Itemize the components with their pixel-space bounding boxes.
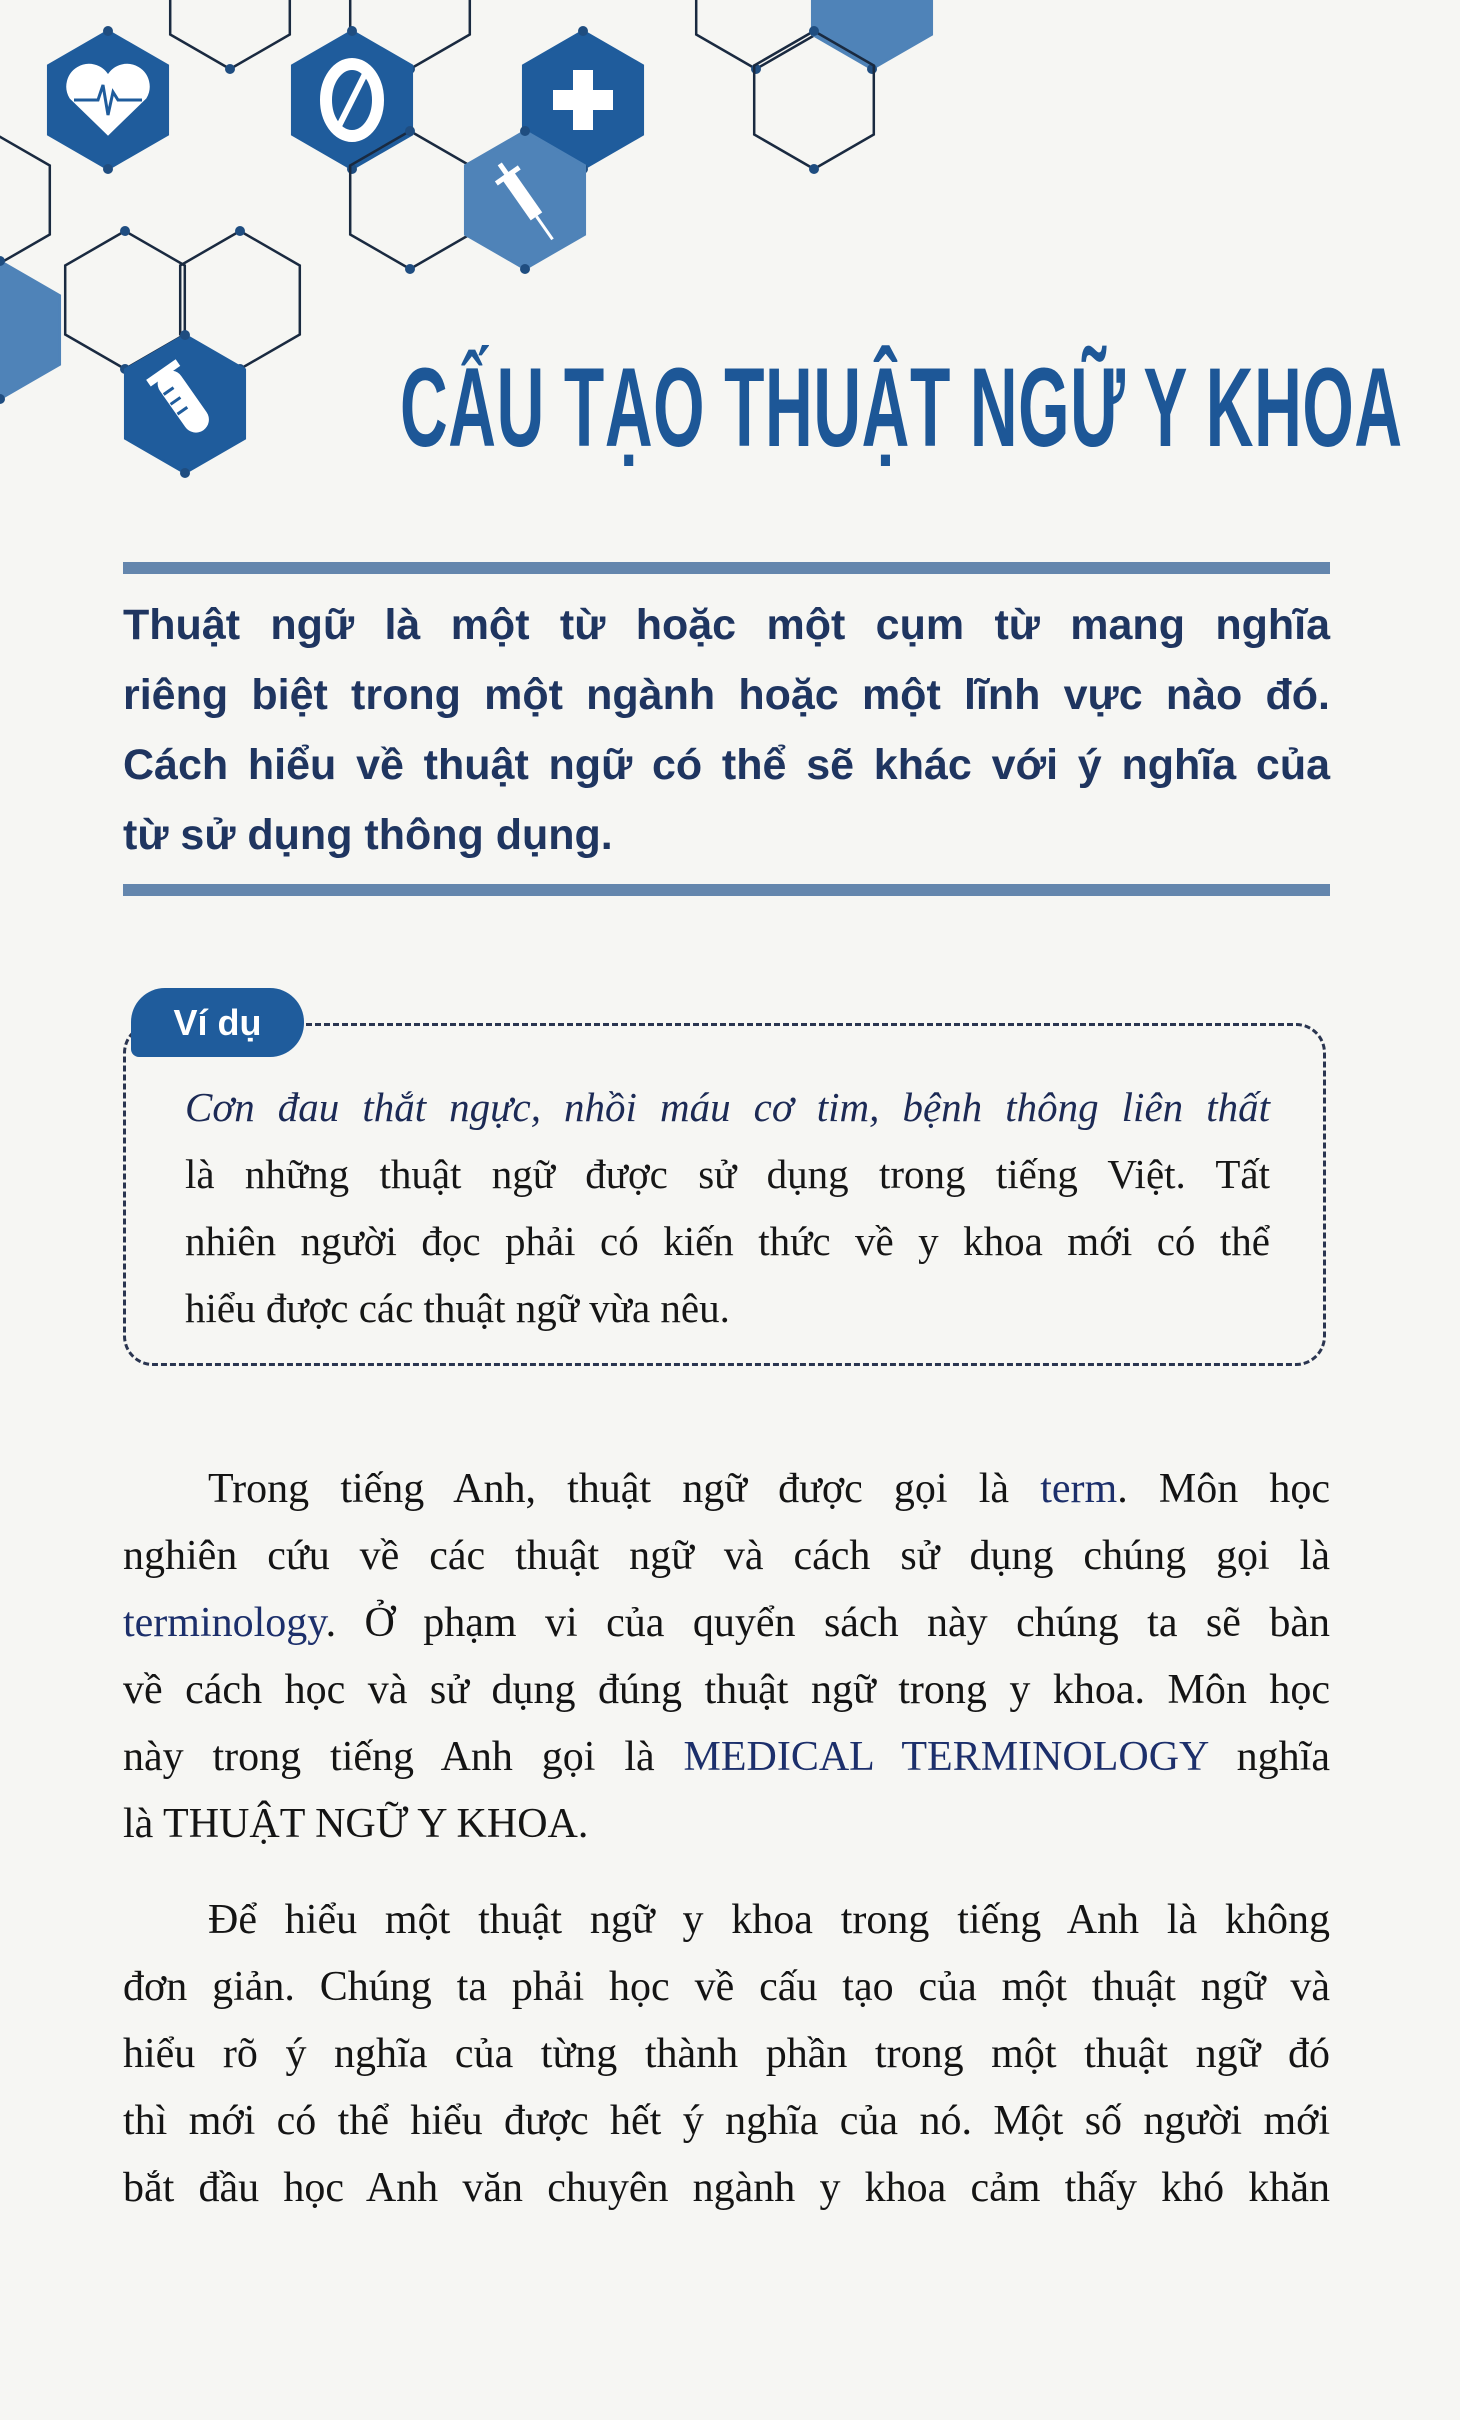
- example-line: hiểu được các thuật ngữ vừa nêu.: [185, 1285, 730, 1331]
- intro-line: từ sử dụng thông dụng.: [123, 811, 613, 859]
- example-line: là những thuật ngữ được sử dụng trong tiếng Việt. Tất: [185, 1151, 1270, 1197]
- hexagon-node-dot: [225, 64, 235, 74]
- top-rule: [123, 562, 1330, 574]
- medical-terminology-highlight: MEDICAL TERMINOLOGY: [683, 1734, 1208, 1780]
- hexagon-node-dot: [405, 264, 415, 274]
- terminology-highlight: terminology: [123, 1600, 326, 1646]
- hexagon-node-dot: [809, 26, 819, 36]
- hexagon-node-dot: [520, 126, 530, 136]
- hexagon-node-dot: [235, 226, 245, 236]
- text: Trong tiếng Anh, thuật ngữ được gọi là: [208, 1466, 1041, 1512]
- para-line: [123, 1456, 1330, 1523]
- example-italic-line: Cơn đau thắt ngực, nhồi máu cơ tim, bệnh thông liên thất: [185, 1084, 1270, 1130]
- hexagon-node-dot: [578, 26, 588, 36]
- hexagon-node-dot: [180, 468, 190, 478]
- hexagon-shape: [0, 261, 60, 399]
- text: . Ở phạm vi của quyển sách này chúng ta sẽ bàn: [325, 1600, 1330, 1646]
- term-highlight: term: [1040, 1466, 1118, 1512]
- hexagon-shape: [0, 131, 50, 269]
- para-line: bắt đầu học Anh văn chuyên ngành y khoa cảm thấy khó khăn: [123, 2165, 1330, 2211]
- intro-line: riêng biệt trong một ngành hoặc một lĩnh vực nào đó.: [123, 671, 1330, 719]
- hexagon-node-dot: [180, 330, 190, 340]
- text: . Môn học: [1117, 1466, 1330, 1512]
- paragraph-1: [123, 1456, 1330, 1858]
- page-title: CẤU TẠO THUẬT NGỮ Y KHOA: [400, 345, 1403, 470]
- intro-definition: [123, 590, 1330, 870]
- para-line: đơn giản. Chúng ta phải học về cấu tạo của một thuật ngữ và: [123, 1964, 1330, 2010]
- intro-line: Cách hiểu về thuật ngữ có thể sẽ khác với ý nghĩa của: [123, 741, 1330, 789]
- text: này trong tiếng Anh gọi là: [123, 1734, 684, 1780]
- example-line: nhiên người đọc phải có kiến thức về y khoa mới có thể: [185, 1218, 1270, 1264]
- para-line: Để hiểu một thuật ngữ y khoa trong tiếng Anh là không: [208, 1897, 1330, 1943]
- bottom-rule: [123, 884, 1330, 896]
- hexagon-node-dot: [103, 26, 113, 36]
- para-line: [123, 1590, 1330, 1657]
- hexagon-shape: [696, 0, 816, 69]
- hexagon-shape: [170, 0, 290, 69]
- hexagon-node-dot: [520, 264, 530, 274]
- example-text: [185, 1074, 1270, 1342]
- para-line: [123, 1724, 1330, 1791]
- hexagon-node-dot: [347, 26, 357, 36]
- para-line: hiểu rõ ý nghĩa của từng thành phần trong một thuật ngữ đó: [123, 2031, 1330, 2077]
- para-line: về cách học và sử dụng đúng thuật ngữ trong y khoa. Môn học: [123, 1667, 1330, 1713]
- para-line: nghiên cứu về các thuật ngữ và cách sử dụng chúng gọi là: [123, 1533, 1330, 1579]
- paragraph-2: [123, 1887, 1330, 2222]
- para-line: thì mới có thể hiểu được hết ý nghĩa của nó. Một số người mới: [123, 2098, 1330, 2144]
- hexagon-shape: [812, 0, 932, 69]
- text: nghĩa: [1207, 1734, 1330, 1780]
- intro-line: Thuật ngữ là một từ hoặc một cụm từ mang nghĩa: [123, 601, 1330, 649]
- hexagon-node-dot: [809, 164, 819, 174]
- hexagon-node-dot: [405, 126, 415, 136]
- hexagon-node-dot: [103, 164, 113, 174]
- hexagon-node-dot: [120, 226, 130, 236]
- example-label: Ví dụ: [131, 988, 304, 1057]
- para-line: là THUẬT NGỮ Y KHOA.: [123, 1801, 589, 1847]
